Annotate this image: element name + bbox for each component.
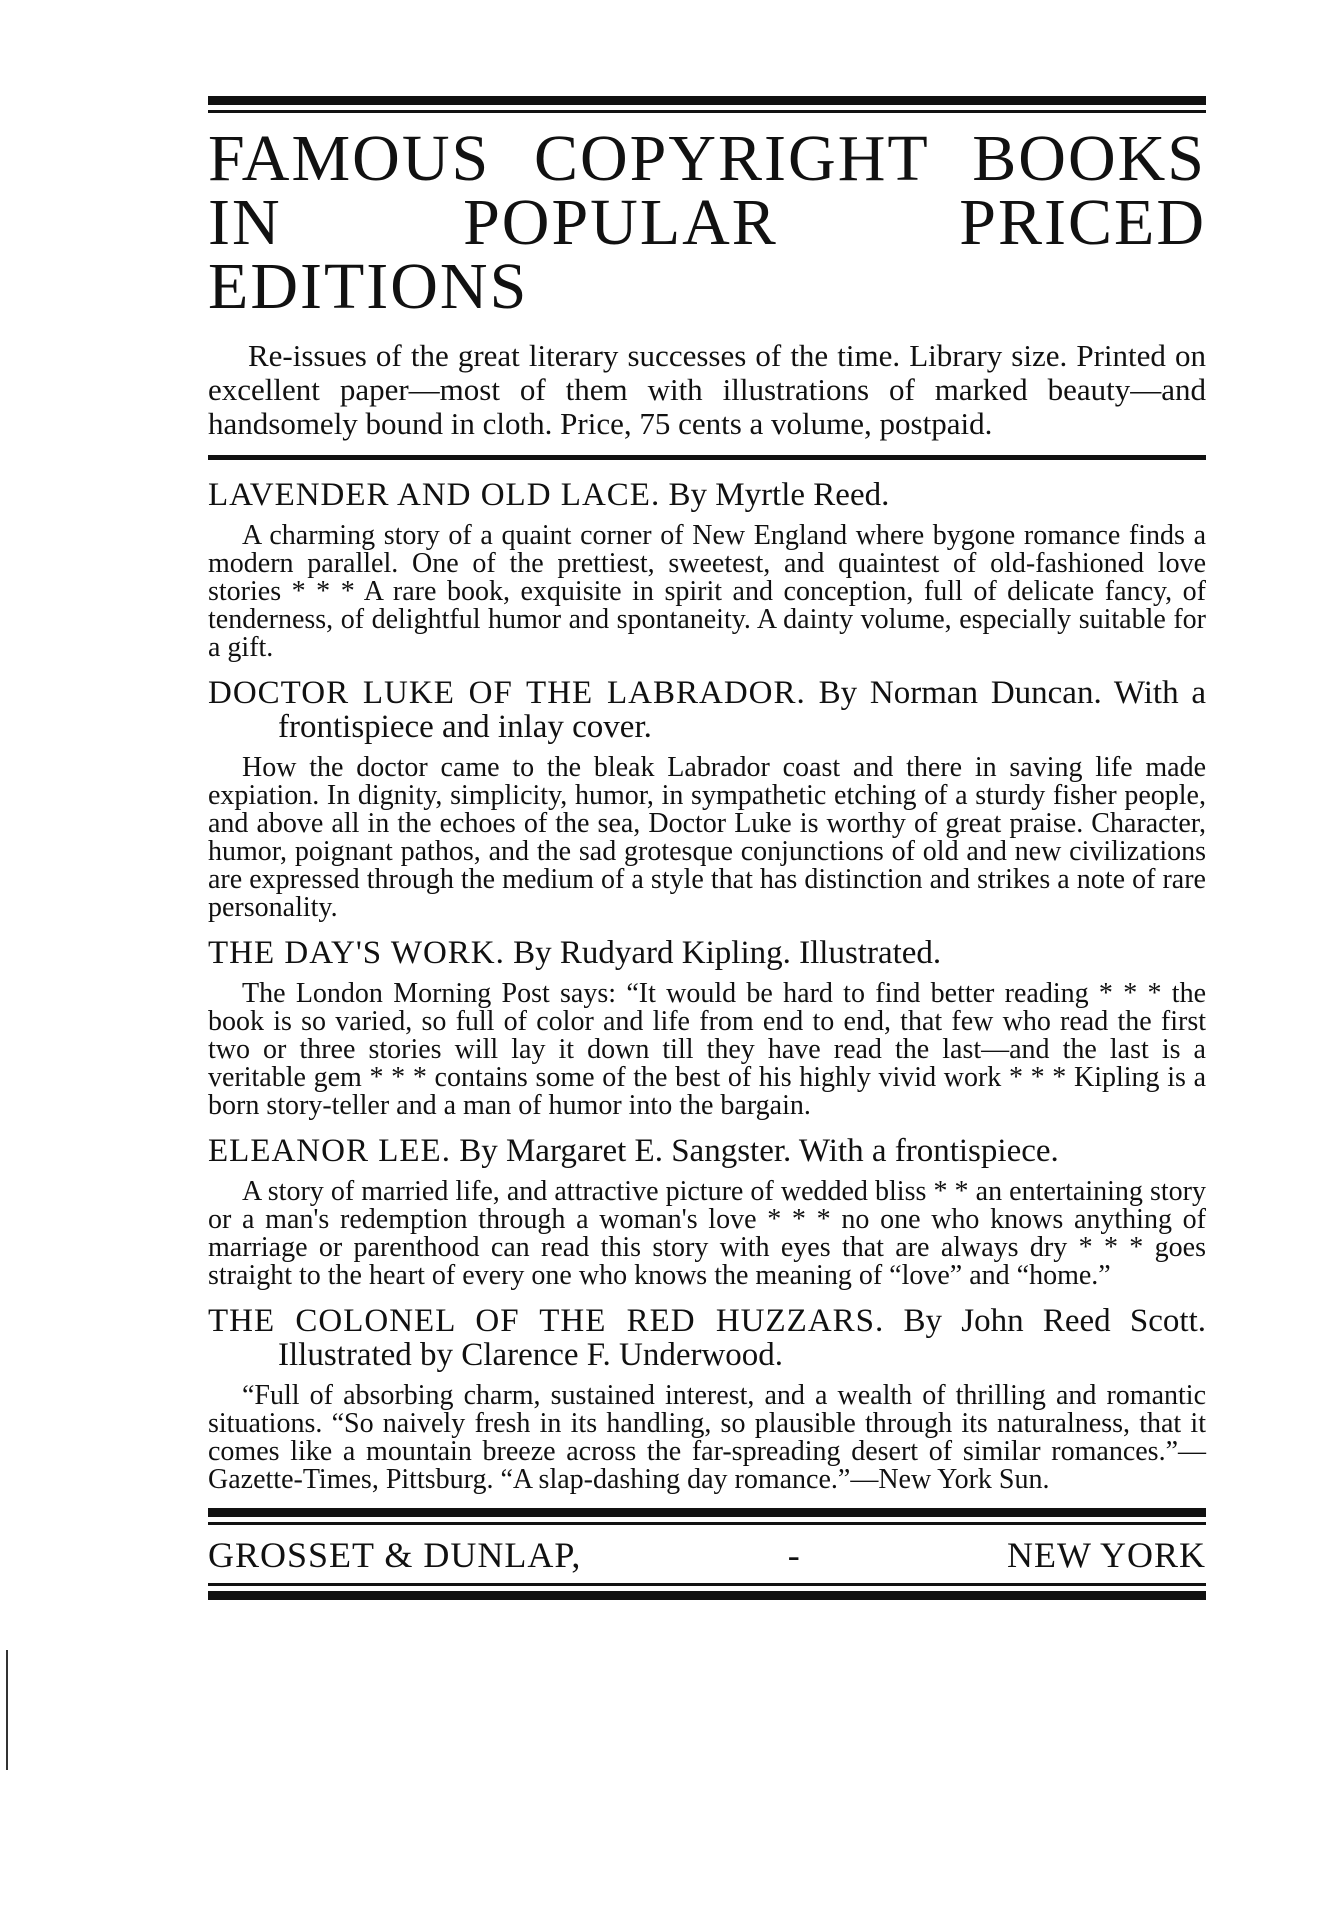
book-byline: By Norman Duncan. With a frontispiece and inlay cover. — [278, 675, 1207, 745]
book-title: THE COLONEL OF THE RED HUZZARS. — [208, 1303, 885, 1339]
book-byline: By John Reed Scott. Illustrated by Clarence F. Underwood. — [278, 1303, 1207, 1373]
book-description: A charming story of a quaint corner of New England where bygone romance finds a modern parallel. One of the prettiest, sweetest, and quaintest of old-fashioned love stories * * * A rare book, exquisite in spirit and conception, full of delicate fancy, of tenderness, of delightful humor and spontaneity. A dainty volume, especially suitable for a gift. — [208, 520, 1206, 663]
book-heading — [208, 1134, 1206, 1168]
publisher-separator: - — [787, 1535, 801, 1575]
book-entry — [208, 676, 1206, 922]
top-rule-thick — [208, 96, 1206, 105]
book-entry — [208, 1304, 1206, 1494]
book-description: How the doctor came to the bleak Labrador coast and there in saving life made expiation. In dignity, simplicity, humor, in sympathetic etching of a sturdy fisher people, and above all in the echoes of the sea, Doctor Luke is worthy of great praise. Character, humor, poignant pathos, and the sad grotesque conjunctions of old and new civilizations are expressed through the medium of a style that has distinction and strikes a note of rare personality. — [208, 752, 1206, 923]
book-description: A story of married life, and attractive picture of wedded bliss * * an entertaining story or a man's redemption through a woman's love * * * no one who knows anything of marriage or parenthood can read this story with eyes that are always dry * * * goes straight to the heart of every one who knows the meaning of “love” and “home.” — [208, 1176, 1206, 1291]
book-title: LAVENDER AND OLD LACE. — [208, 477, 661, 513]
book-description: “Full of absorbing charm, sustained interest, and a wealth of thrilling and romantic situations. “So naively fresh in its handling, so plausible through its naturalness, that it comes like a mountain breeze across the far-spreading desert of similar romances.”—Gazette-Times, Pittsburg. “A slap-dashing day romance.”—New York Sun. — [208, 1380, 1206, 1495]
book-heading — [208, 1304, 1206, 1372]
title-line-2: IN POPULAR PRICED EDITIONS — [208, 186, 1206, 323]
book-heading — [208, 936, 1206, 970]
intro-paragraph: Re-issues of the great literary successes of the time. Library size. Printed on excellent paper—most of them with illustrations of marked beauty—and handsomely bound in cloth. Price, 75 cents a volume, postpaid. — [208, 338, 1206, 441]
margin-mark — [6, 1650, 8, 1770]
publisher-name: GROSSET & DUNLAP, — [208, 1535, 582, 1575]
title-line-1: FAMOUS COPYRIGHT BOOKS — [208, 122, 1206, 195]
intro-divider — [208, 455, 1206, 460]
top-rules — [208, 96, 1206, 113]
book-entry — [208, 936, 1206, 1120]
book-list — [208, 478, 1206, 1494]
footer-rule-thin — [208, 1522, 1206, 1525]
book-byline: By Margaret E. Sangster. With a frontispiece. — [459, 1133, 1059, 1169]
book-title: THE DAY'S WORK. — [208, 935, 505, 971]
book-entry — [208, 1134, 1206, 1290]
book-entry — [208, 478, 1206, 662]
publisher-city: NEW YORK — [1007, 1535, 1206, 1575]
page-title — [208, 122, 1206, 323]
book-title: ELEANOR LEE. — [208, 1133, 451, 1169]
book-heading — [208, 676, 1206, 744]
book-title: DOCTOR LUKE OF THE LABRADOR. — [208, 675, 806, 711]
footer-top-rules — [208, 1508, 1206, 1525]
advertisement-page — [208, 96, 1206, 1600]
book-byline: By Rudyard Kipling. Illustrated. — [513, 935, 942, 971]
bottom-rules — [208, 1583, 1206, 1600]
book-heading — [208, 478, 1206, 512]
publisher-line — [208, 1533, 1206, 1577]
book-byline: By Myrtle Reed. — [668, 477, 890, 513]
book-description: The London Morning Post says: “It would be hard to find better reading * * * the book is so varied, so full of color and life from end to end, that few who read the first two or three stories will lay it down till they have read the last—and the last is a veritable gem * * * contains some of the best of his highly vivid work * * * Kipling is a born story-teller and a man of humor into the bargain. — [208, 978, 1206, 1121]
bottom-rule-thick — [208, 1591, 1206, 1600]
footer-rule-thick — [208, 1508, 1206, 1517]
top-rule-thin — [208, 110, 1206, 113]
